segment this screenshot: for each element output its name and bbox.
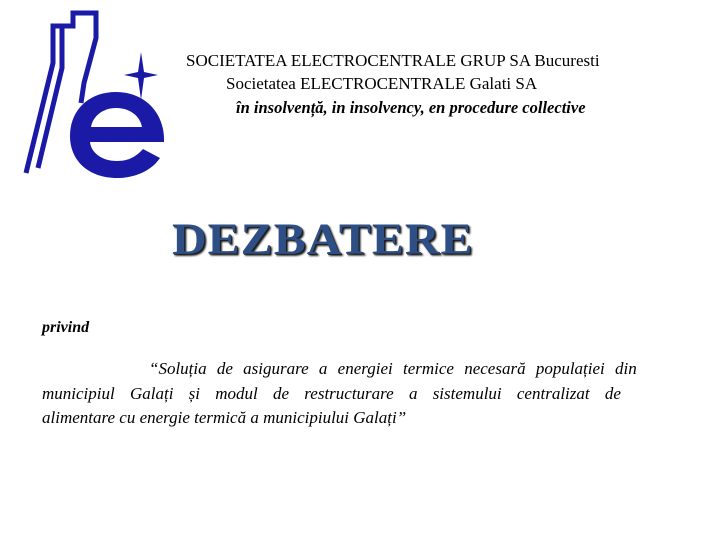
topic-paragraph bbox=[42, 357, 720, 431]
subsidiary-name: Societatea ELECTROCENTRALE Galati SA bbox=[226, 74, 538, 93]
company-logo-icon bbox=[18, 8, 168, 180]
privind-label: privind bbox=[42, 319, 90, 336]
page-title: DEZBATERE bbox=[172, 214, 474, 264]
topic-line: municipiul Galați și modul de restructurare a sistemului centralizat de bbox=[42, 383, 621, 403]
topic-line: “Soluția de asigurare a energiei termice necesară populației din bbox=[149, 359, 637, 378]
topic-line: alimentare cu energie termică a municipiului Galați” bbox=[42, 408, 407, 427]
company-name: SOCIETATEA ELECTROCENTRALE GRUP SA Bucuresti bbox=[186, 51, 600, 70]
insolvency-status: în insolvență, in insolvency, en procedure collective bbox=[236, 98, 586, 117]
